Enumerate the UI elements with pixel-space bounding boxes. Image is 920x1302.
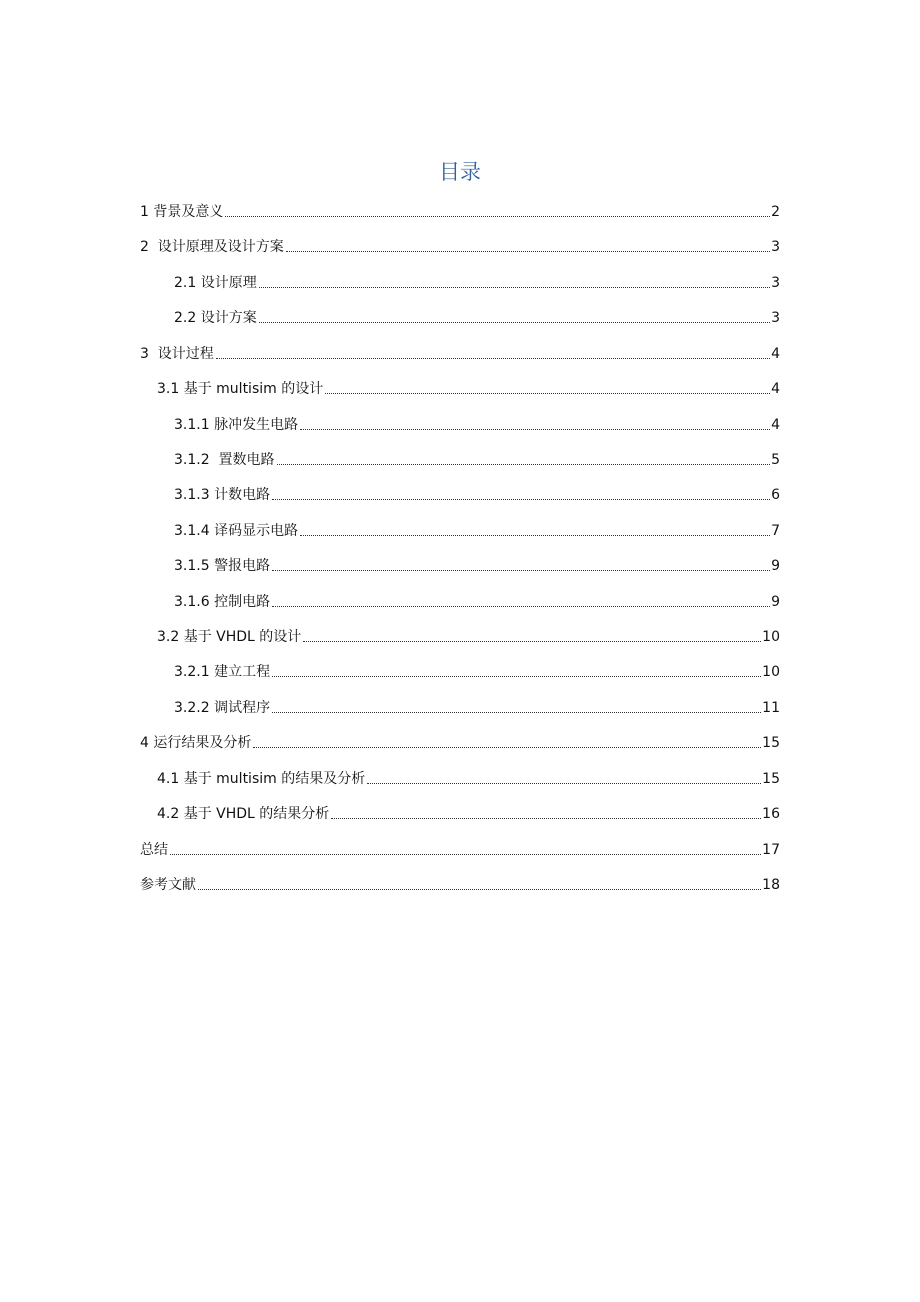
toc-entry-label[interactable]: 参考文献 <box>140 877 196 893</box>
toc-entry-label[interactable]: 4 运行结果及分析 <box>140 735 252 751</box>
toc-entry-page-number[interactable]: 15 <box>762 735 780 751</box>
toc-entry[interactable] <box>174 519 780 541</box>
toc-entry-page-number[interactable]: 4 <box>771 381 780 397</box>
toc-entry[interactable] <box>140 838 780 860</box>
toc-dot-leader <box>367 783 761 784</box>
toc-entry-page-number[interactable]: 3 <box>771 310 780 326</box>
toc-entry-page-number[interactable]: 3 <box>771 239 780 255</box>
toc-entry[interactable] <box>174 554 780 576</box>
toc-entry-page-number[interactable]: 9 <box>771 594 780 610</box>
toc-dot-leader <box>277 464 771 465</box>
toc-dot-leader <box>325 393 770 394</box>
toc-entry[interactable] <box>157 377 780 399</box>
toc-entry-page-number[interactable]: 2 <box>771 204 780 220</box>
toc-entry[interactable] <box>140 342 780 364</box>
toc-dot-leader <box>272 570 770 571</box>
toc-dot-leader <box>272 712 761 713</box>
toc-entry[interactable] <box>174 483 780 505</box>
toc-dot-leader <box>272 676 761 677</box>
toc-dot-leader <box>216 358 770 359</box>
toc-dot-leader <box>253 747 761 748</box>
toc-dot-leader <box>225 216 770 217</box>
toc-title: 目录 <box>439 160 481 184</box>
toc-entry-label[interactable]: 4.2 基于 VHDL 的结果分析 <box>157 806 330 822</box>
toc-entry-page-number[interactable]: 10 <box>762 664 780 680</box>
toc-dot-leader <box>286 251 770 252</box>
toc-dot-leader <box>300 429 770 430</box>
toc-entry[interactable] <box>140 873 780 895</box>
toc-entry-label[interactable]: 3.1.3 计数电路 <box>174 487 271 503</box>
toc-entry-label[interactable]: 2.1 设计原理 <box>174 275 257 291</box>
toc-entry-page-number[interactable]: 15 <box>762 771 780 787</box>
toc-entry[interactable] <box>157 802 780 824</box>
toc-entry[interactable] <box>174 306 780 328</box>
toc-dot-leader <box>272 606 770 607</box>
toc-entry[interactable] <box>140 731 780 753</box>
toc-entry-label[interactable]: 总结 <box>140 842 168 858</box>
toc-dot-leader <box>331 818 761 819</box>
toc-entry-page-number[interactable]: 6 <box>771 487 780 503</box>
toc-entry-page-number[interactable]: 16 <box>762 806 780 822</box>
toc-entry-label[interactable]: 3.1.6 控制电路 <box>174 594 271 610</box>
toc-entry-page-number[interactable]: 10 <box>762 629 780 645</box>
toc-dot-leader <box>170 854 761 855</box>
toc-entry[interactable] <box>174 448 780 470</box>
toc-entry-label[interactable]: 3.1 基于 multisim 的设计 <box>157 381 324 397</box>
toc-entry-page-number[interactable]: 4 <box>771 417 780 433</box>
toc-entry-page-number[interactable]: 11 <box>762 700 780 716</box>
toc-dot-leader <box>259 287 770 288</box>
toc-entry[interactable] <box>174 590 780 612</box>
toc-entry-page-number[interactable]: 3 <box>771 275 780 291</box>
toc-entry-label[interactable]: 3.2.2 调试程序 <box>174 700 271 716</box>
toc-entry-page-number[interactable]: 9 <box>771 558 780 574</box>
toc-entry-label[interactable]: 1 背景及意义 <box>140 204 224 220</box>
toc-entry[interactable] <box>174 660 780 682</box>
toc-entry-label[interactable]: 2.2 设计方案 <box>174 310 257 326</box>
toc-entry-label[interactable]: 3.2 基于 VHDL 的设计 <box>157 629 302 645</box>
toc-dot-leader <box>198 889 761 890</box>
toc-entry[interactable] <box>157 767 780 789</box>
toc-entry-label[interactable]: 2 设计原理及设计方案 <box>140 239 284 255</box>
toc-entry-page-number[interactable]: 18 <box>762 877 780 893</box>
toc-entry-page-number[interactable]: 7 <box>771 523 780 539</box>
toc-entry[interactable] <box>174 413 780 435</box>
toc-dot-leader <box>272 499 770 500</box>
toc-entry-page-number[interactable]: 4 <box>771 346 780 362</box>
toc-entry[interactable] <box>140 200 780 222</box>
toc-entry[interactable] <box>174 696 780 718</box>
toc-entry[interactable] <box>140 235 780 257</box>
toc-dot-leader <box>300 535 770 536</box>
toc-entry-page-number[interactable]: 5 <box>771 452 780 468</box>
toc-entry-label[interactable]: 4.1 基于 multisim 的结果及分析 <box>157 771 366 787</box>
toc-dot-leader <box>259 322 770 323</box>
toc-entry-label[interactable]: 3.1.5 警报电路 <box>174 558 271 574</box>
toc-entry[interactable] <box>174 271 780 293</box>
toc-entry-label[interactable]: 3 设计过程 <box>140 346 214 362</box>
toc-entry-label[interactable]: 3.2.1 建立工程 <box>174 664 271 680</box>
toc-dot-leader <box>303 641 761 642</box>
toc-entry[interactable] <box>157 625 780 647</box>
toc-entry-label[interactable]: 3.1.4 译码显示电路 <box>174 523 299 539</box>
toc-entry-label[interactable]: 3.1.1 脉冲发生电路 <box>174 417 299 433</box>
toc-entry-page-number[interactable]: 17 <box>762 842 780 858</box>
toc-entry-label[interactable]: 3.1.2 置数电路 <box>174 452 275 468</box>
